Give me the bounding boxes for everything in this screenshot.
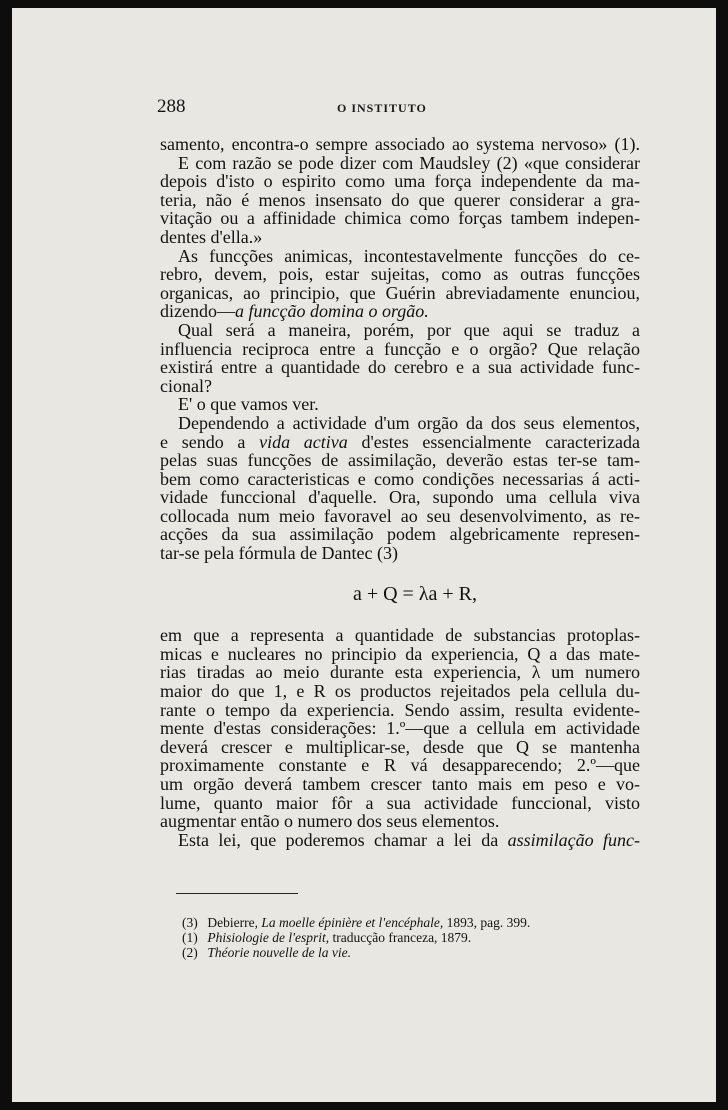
text-line: lume, quanto maior fôr a sua actividade funccional, visto [160, 792, 640, 813]
paragraph-1 [160, 135, 640, 247]
text-line: As funcções animicas, incontestavelmente funcções do ce- [178, 245, 640, 266]
text-line: rias tiradas ao meio durante esta experiencia, λ um numero [160, 662, 640, 683]
text-line: mente d'estas considerações: 1.º—que a cellula em actividade [160, 718, 640, 739]
text-line: organicas, ao principio, que Guérin abreviadamente enunciou, [160, 282, 640, 303]
text-line: collocada num meio favoravel ao seu desenvolvimento, as re- [160, 505, 640, 526]
text-line: proximamente constante e R vá desapparecendo; 2.º—que [160, 755, 640, 776]
italic-run: assimilação func- [507, 829, 640, 850]
footnote-1 [182, 930, 622, 945]
text-line: rebro, devem, pois, estar sujeitas, como as outras funcções [160, 264, 640, 285]
text-line: em que a representa a quantidade de substancias protoplas- [160, 625, 640, 646]
text-line: tar-se pela fórmula de Dantec (3) [160, 543, 399, 564]
text-line: existirá entre a quantidade do cerebro e a sua actividade func- [160, 357, 640, 378]
footnote-title: Théorie nouvelle de la vie. [207, 945, 351, 960]
body-text [160, 135, 640, 849]
paragraph-7 [160, 831, 640, 850]
footnote-2 [182, 945, 622, 960]
text-line: teria, não é menos insensato do que querer considerar a gra- [160, 189, 640, 210]
text-line: vidade funccional d'aquelle. Ora, supondo uma cellula viva [160, 487, 640, 508]
footnote-mark: (2) [182, 945, 198, 960]
text-line: maior do que 1, e R os productos rejeitados pela cellula du- [160, 681, 640, 702]
running-title: O INSTITUTO [337, 101, 427, 115]
formula: a + Q = λa + R, [352, 582, 478, 605]
italic-run: a funcção domina o orgão. [234, 301, 429, 322]
text-line [160, 831, 640, 850]
page-header [157, 96, 647, 122]
footnote-mark: (3) [182, 915, 198, 930]
text-line: um orgão deverá tambem crescer tanto mais em peso e vo- [160, 774, 640, 794]
text-line: cional? [160, 375, 212, 396]
text-line [160, 302, 640, 321]
text-line: E com razão se pode dizer com Maudsley (2) «que considerar [178, 152, 640, 173]
paragraph-2 [160, 247, 640, 321]
text-line: influencia reciproca entre a funcção e o orgão? Que relação [160, 338, 640, 359]
text-run: Esta lei, que poderemos chamar a lei da [178, 829, 508, 850]
text-line: pelas suas funcções de assimilação, deverão estas ter-se tam- [160, 450, 640, 471]
footnotes [182, 915, 622, 960]
footnote-detail: 1893, pag. 399. [446, 915, 531, 930]
footnote-title: La moelle épinière et l'encéphale, [261, 915, 444, 930]
text-run: e sendo a [160, 431, 260, 452]
footnote-title: Phisiologie de l'esprit, [207, 930, 330, 945]
text-line: vitação ou a affinidade chimica como forças tambem indepen- [160, 208, 640, 229]
text-line: depois d'isto o espirito como uma força independente da ma- [160, 171, 640, 192]
text-line: micas e nucleares no principio da experiencia, Q a das mate- [160, 643, 640, 664]
text-run: d'estes essencialmente caracterizada [347, 431, 640, 452]
paragraph-3 [160, 321, 640, 395]
footnote-divider [176, 893, 298, 894]
text-line: deverá crescer e multiplicar-se, desde que Q se mantenha [160, 736, 640, 757]
footnote-3 [182, 915, 622, 930]
text-line: augmentar então o numero dos seus elementos. [160, 811, 500, 832]
text-line [160, 433, 640, 452]
paragraph-5 [160, 414, 640, 563]
paragraph-6 [160, 626, 640, 831]
page-number: 288 [157, 96, 186, 117]
text-line: Qual será a maneira, porém, por que aqui se traduz a [178, 319, 640, 340]
footnote-author: Debierre, [207, 915, 258, 930]
text-line: Dependendo a actividade d'um orgão da dos seus elementos, [178, 412, 640, 433]
text-line: acções da sua assimilação podem algebricamente represen- [160, 524, 640, 545]
footnote-detail: traducção franceza, 1879. [332, 930, 472, 945]
text-line: rante o tempo da experiencia. Sendo assim, resulta evidente- [160, 699, 640, 720]
text-line: dentes d'ella.» [160, 226, 263, 247]
paragraph-4 [160, 395, 640, 414]
italic-run: vida activa [259, 431, 348, 452]
text-line: bem como caracteristicas e como condições necessarias á acti- [160, 468, 640, 489]
text-line: E' o que vamos ver. [178, 394, 319, 415]
text-run: dizendo— [160, 301, 235, 322]
book-page [12, 8, 716, 1102]
footnote-mark: (1) [182, 930, 198, 945]
text-line: samento, encontra-o sempre associado ao systema nervoso» (1). [160, 134, 640, 154]
